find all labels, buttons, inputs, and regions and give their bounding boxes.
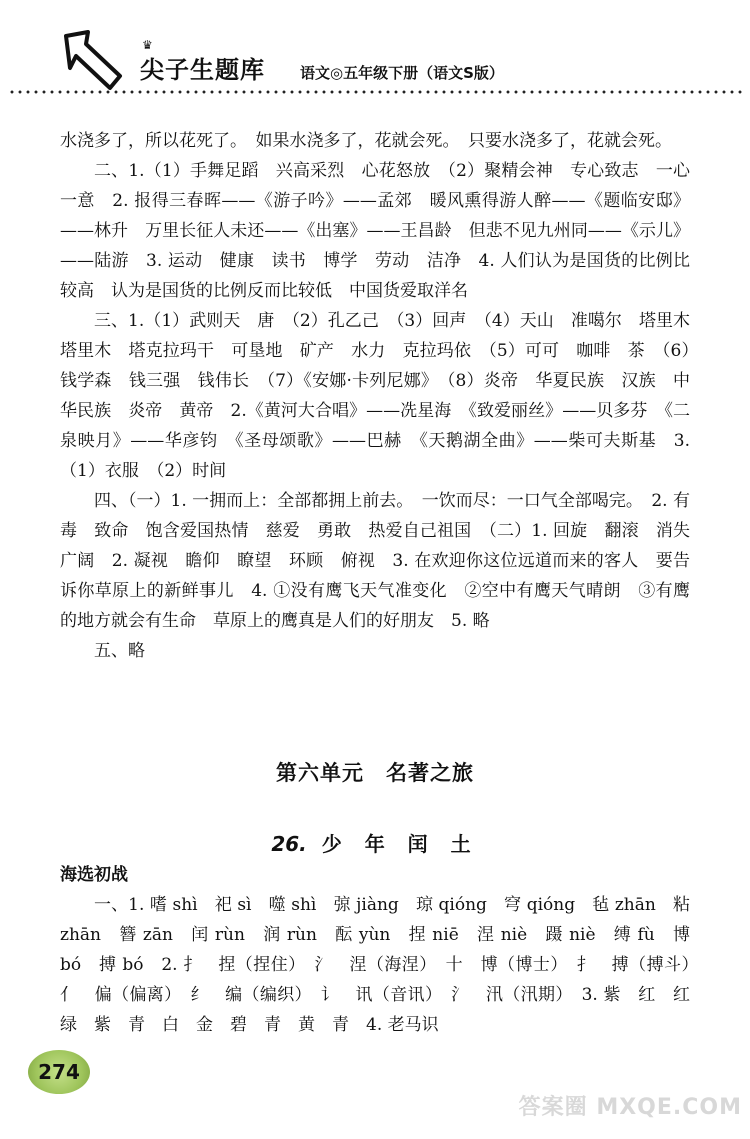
- paragraph: 二、1.（1）手舞足蹈 兴高采烈 心花怒放 （2）聚精会神 专心致志 一心一意 2. 报得三春晖——《游子吟》——孟郊 暖风熏得游人醉——《题临安邸》——林升 万里长征人未还——《出塞》——王昌龄 但悲不见九州同——《示儿》——陆游 3. 运动 健康 读书 博学 劳动 洁净 4. 人们认为是国货的比例比较高 认为是国货的比例反而比较低 中国货爱取洋名: [60, 161, 690, 301]
- paragraph: 一、1. 嗜 shì 祀 sì 噬 shì 弶 jiàng 琼 qióng 穹 qióng 毡 zhān 粘 zhān 簪 zān 闰 rùn 润 rùn 酝 yùn 捏 niē 涅 niè 蹑 niè 缚 fù 博 bó 搏 bó 2. 扌 捏（捏住） 氵 涅（海涅） 十 博（博士） 扌 搏（搏斗） 亻 偏（偏离） 纟 编（编织） 讠 讯（音讯） 氵 汛（汛期） 3. 紫 红 红 绿 紫 青 白 金 碧 青 黄 青 4. 老马识: [60, 895, 707, 1035]
- page-number: 274: [28, 1050, 90, 1094]
- lesson-name: 少 年 闰 土: [321, 832, 479, 856]
- paragraph: 五、略: [94, 641, 145, 661]
- unit-title: 第六单元 名著之旅: [276, 761, 474, 785]
- watermark: 答案圈 MXQE.COM: [518, 1095, 742, 1120]
- logo: [140, 38, 265, 85]
- answer-body: [60, 126, 707, 666]
- logo-text: 尖子生题库: [140, 56, 265, 84]
- header-divider: [8, 88, 743, 98]
- arrow-up-icon: [58, 30, 128, 92]
- lesson-number: 26.: [271, 832, 307, 856]
- section-body: [60, 890, 707, 1040]
- section-heading: 海选初战: [60, 865, 128, 885]
- paragraph: 三、1.（1）武则天 唐 （2）孔乙己 （3）回声 （4）天山 准噶尔 塔里木 塔里木 塔克拉玛干 可垦地 矿产 水力 克拉玛依 （5）可可 咖啡 茶 （6）钱学森 钱三强 钱伟长 （7）《安娜·卡列尼娜》 （8）炎帝 华夏民族 汉族 中华民族 炎帝 黄帝 2.《黄河大合唱》——冼星海 《致爱丽丝》——贝多芬 《二泉映月》——华彦钧 《圣母颂歌》——巴赫 《天鹅湖全曲》——柴可夫斯基 3.（1）衣服 （2）时间: [60, 311, 707, 481]
- crown-icon: ♛: [142, 38, 154, 52]
- paragraph: 水浇多了，所以花死了。 如果水浇多了，花就会死。 只要水浇多了，花就会死。: [60, 131, 672, 151]
- page-header: [0, 0, 750, 110]
- book-info: 语文◎五年级下册（语文S版）: [300, 64, 504, 82]
- paragraph: 四、（一）1. 一拥而上：全部都拥上前去。 一饮而尽：一口气全部喝完。 2. 有毒 致命 饱含爱国热情 慈爱 勇敢 热爱自己祖国 （二）1. 回旋 翻滚 消失 广阔 2. 凝视 瞻仰 瞭望 环顾 俯视 3. 在欢迎你这位远道而来的客人 要告诉你草原上的新鲜事儿 4. ①没有鹰飞天气准变化 ②空中有鹰天气晴朗 ③有鹰的地方就会有生命 草原上的鹰真是人们的好朋友 5. 略: [60, 491, 707, 631]
- lesson-title: [0, 828, 750, 857]
